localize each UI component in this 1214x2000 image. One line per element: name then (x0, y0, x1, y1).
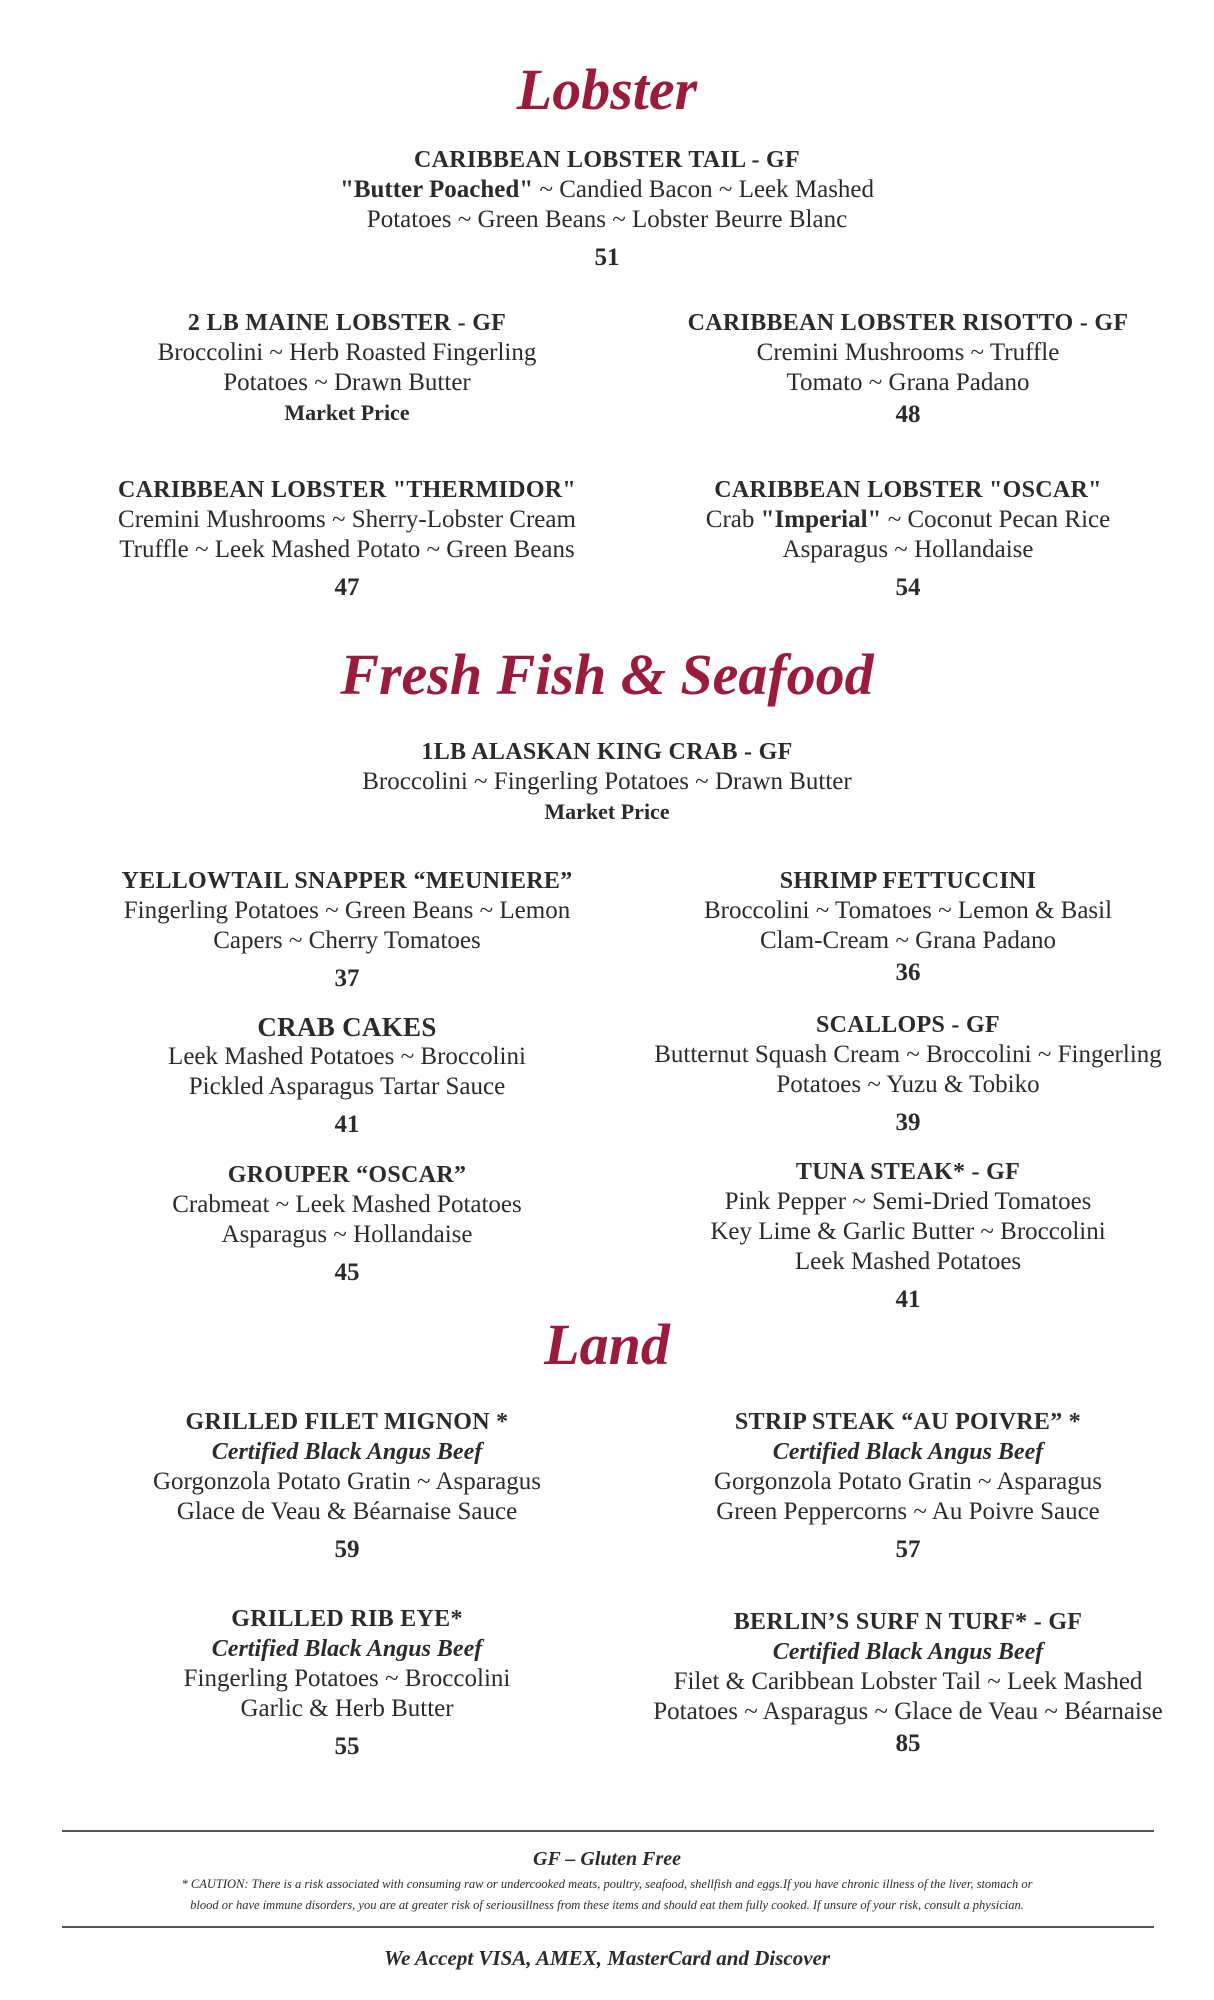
menu-item-king-crab (207, 737, 1007, 827)
item-price: 39 (895, 1109, 921, 1136)
item-description: Cremini Mushrooms ~ Truffle (756, 339, 1060, 366)
item-price: 41 (895, 1286, 921, 1313)
item-price: 36 (895, 959, 921, 986)
item-price: 48 (895, 401, 921, 428)
payment-methods-note: We Accept VISA, AMEX, MasterCard and Discover (383, 1946, 831, 1970)
menu-item-surf-n-turf (608, 1607, 1208, 1759)
item-description: Key Lime & Garlic Butter ~ Broccolini (710, 1218, 1106, 1245)
item-description-bold: "Butter Poached" (339, 176, 534, 203)
item-description: Gorgonzola Potato Gratin ~ Asparagus (713, 1468, 1102, 1495)
item-price: 85 (895, 1730, 921, 1757)
item-description: Fingerling Potatoes ~ Green Beans ~ Lemon (123, 897, 571, 924)
item-name: GRILLED FILET MIGNON * (185, 1409, 509, 1435)
item-description: Crabmeat ~ Leek Mashed Potatoes (172, 1191, 522, 1218)
item-description: Pickled Asparagus Tartar Sauce (188, 1073, 506, 1100)
item-description: Clam-Cream ~ Grana Padano (759, 927, 1057, 954)
menu-item-filet-mignon (47, 1407, 647, 1565)
item-name: CRAB CAKES (257, 1012, 437, 1042)
item-description: Broccolini ~ Tomatoes ~ Lemon & Basil (703, 897, 1113, 924)
item-name: SCALLOPS - GF (816, 1012, 1000, 1038)
item-name: 2 LB MAINE LOBSTER - GF (187, 310, 507, 336)
item-description: Garlic & Herb Butter (240, 1695, 454, 1722)
item-description: Cremini Mushrooms ~ Sherry-Lobster Cream (118, 506, 576, 533)
item-description: Leek Mashed Potatoes (794, 1248, 1022, 1275)
item-description: Leek Mashed Potatoes ~ Broccolini (168, 1043, 526, 1070)
item-description: Fingerling Potatoes ~ Broccolini (183, 1665, 511, 1692)
caution-line: * CAUTION: There is a risk associated with consuming raw or undercooked meats, poultry, seafood, shellfish and eggs.If you have chronic illness of the liver, stomach or (181, 1877, 1033, 1891)
item-description (207, 175, 1007, 205)
item-subtitle: Certified Black Angus Beef (772, 1639, 1044, 1665)
item-name: SHRIMP FETTUCCINI (779, 868, 1037, 894)
menu-item-shrimp-fettuccini (608, 866, 1208, 988)
menu-item-crab-cakes (47, 1012, 647, 1140)
item-name: CARIBBEAN LOBSTER "THERMIDOR" (117, 477, 577, 503)
item-description: Potatoes ~ Green Beans ~ Lobster Beurre Blanc (366, 206, 848, 233)
item-description: Green Peppercorns ~ Au Poivre Sauce (716, 1498, 1100, 1525)
item-price: 57 (895, 1536, 921, 1563)
item-description: Broccolini ~ Herb Roasted Fingerling (157, 339, 537, 366)
item-subtitle: Certified Black Angus Beef (772, 1439, 1044, 1465)
item-name: CARIBBEAN LOBSTER "OSCAR" (714, 477, 1102, 503)
item-description: Potatoes ~ Yuzu & Tobiko (776, 1071, 1040, 1098)
item-price: 37 (334, 965, 360, 992)
item-description: Butternut Squash Cream ~ Broccolini ~ Fingerling (654, 1041, 1162, 1068)
item-description-text: ~ Coconut Pecan Rice (881, 506, 1111, 533)
item-name: BERLIN’S SURF N TURF* - GF (733, 1609, 1083, 1635)
item-price: 55 (334, 1733, 360, 1760)
item-name: STRIP STEAK “AU POIVRE” * (734, 1409, 1082, 1435)
item-price: Market Price (284, 400, 410, 425)
item-price: 51 (594, 244, 620, 271)
footer-divider-bottom (62, 1926, 1154, 1928)
section-title-land: Land (544, 1312, 670, 1377)
menu-item-lobster-risotto (608, 308, 1208, 430)
item-name: GRILLED RIB EYE* (231, 1606, 463, 1632)
item-description-text: Crab (705, 506, 761, 533)
item-description: Potatoes ~ Asparagus ~ Glace de Veau ~ Béarnaise (653, 1698, 1163, 1725)
item-description: Capers ~ Cherry Tomatoes (213, 927, 481, 954)
item-name: TUNA STEAK* - GF (795, 1159, 1021, 1185)
item-subtitle: Certified Black Angus Beef (211, 1636, 483, 1662)
item-price: 47 (334, 574, 360, 601)
footer-divider-top (62, 1830, 1154, 1832)
item-price: 54 (895, 574, 921, 601)
item-description: Asparagus ~ Hollandaise (782, 536, 1034, 563)
item-description (608, 505, 1208, 535)
menu-item-grouper-oscar (47, 1160, 647, 1288)
item-subtitle: Certified Black Angus Beef (211, 1439, 483, 1465)
item-name: CARIBBEAN LOBSTER RISOTTO - GF (687, 310, 1129, 336)
menu-item-maine-lobster (47, 308, 647, 428)
item-name: 1LB ALASKAN KING CRAB - GF (421, 739, 793, 765)
item-description: Glace de Veau & Béarnaise Sauce (176, 1498, 518, 1525)
item-description: Gorgonzola Potato Gratin ~ Asparagus (152, 1468, 541, 1495)
item-description: Potatoes ~ Drawn Butter (223, 369, 471, 396)
item-price: 41 (334, 1111, 360, 1138)
menu-item-scallops (608, 1010, 1208, 1138)
menu-item-caribbean-lobster-tail (207, 145, 1007, 273)
item-description: Asparagus ~ Hollandaise (221, 1221, 473, 1248)
item-name: YELLOWTAIL SNAPPER “MEUNIERE” (121, 868, 573, 894)
menu-item-tuna-steak (608, 1157, 1208, 1315)
section-title-seafood: Fresh Fish & Seafood (340, 642, 874, 707)
caution-line: blood or have immune disorders, you are at greater risk of seriousillness from these items and should eat them fully cooked. If unsure of your risk, consult a physician. (190, 1898, 1024, 1912)
item-price: Market Price (544, 799, 670, 824)
section-title-lobster: Lobster (516, 57, 698, 122)
menu-item-strip-steak (608, 1407, 1208, 1565)
item-description: Truffle ~ Leek Mashed Potato ~ Green Beans (119, 536, 575, 563)
item-description: Pink Pepper ~ Semi-Dried Tomatoes (724, 1188, 1092, 1215)
menu-item-lobster-thermidor (47, 475, 647, 603)
menu-item-lobster-oscar (608, 475, 1208, 603)
item-description: Broccolini ~ Fingerling Potatoes ~ Drawn Butter (362, 768, 852, 795)
item-price: 45 (334, 1259, 360, 1286)
item-description-text: ~ Candied Bacon ~ Leek Mashed (533, 176, 875, 203)
menu-item-rib-eye (47, 1604, 647, 1762)
item-name: CARIBBEAN LOBSTER TAIL - GF (414, 147, 800, 173)
item-name: GROUPER “OSCAR” (227, 1162, 467, 1188)
menu-item-yellowtail-snapper (47, 866, 647, 994)
item-description: Tomato ~ Grana Padano (786, 369, 1030, 396)
item-price: 59 (334, 1536, 360, 1563)
item-description-bold: "Imperial" (760, 506, 882, 533)
gluten-free-legend: GF – Gluten Free (533, 1848, 681, 1870)
caution-notice (120, 1874, 1094, 1916)
item-description: Filet & Caribbean Lobster Tail ~ Leek Mashed (673, 1668, 1143, 1695)
